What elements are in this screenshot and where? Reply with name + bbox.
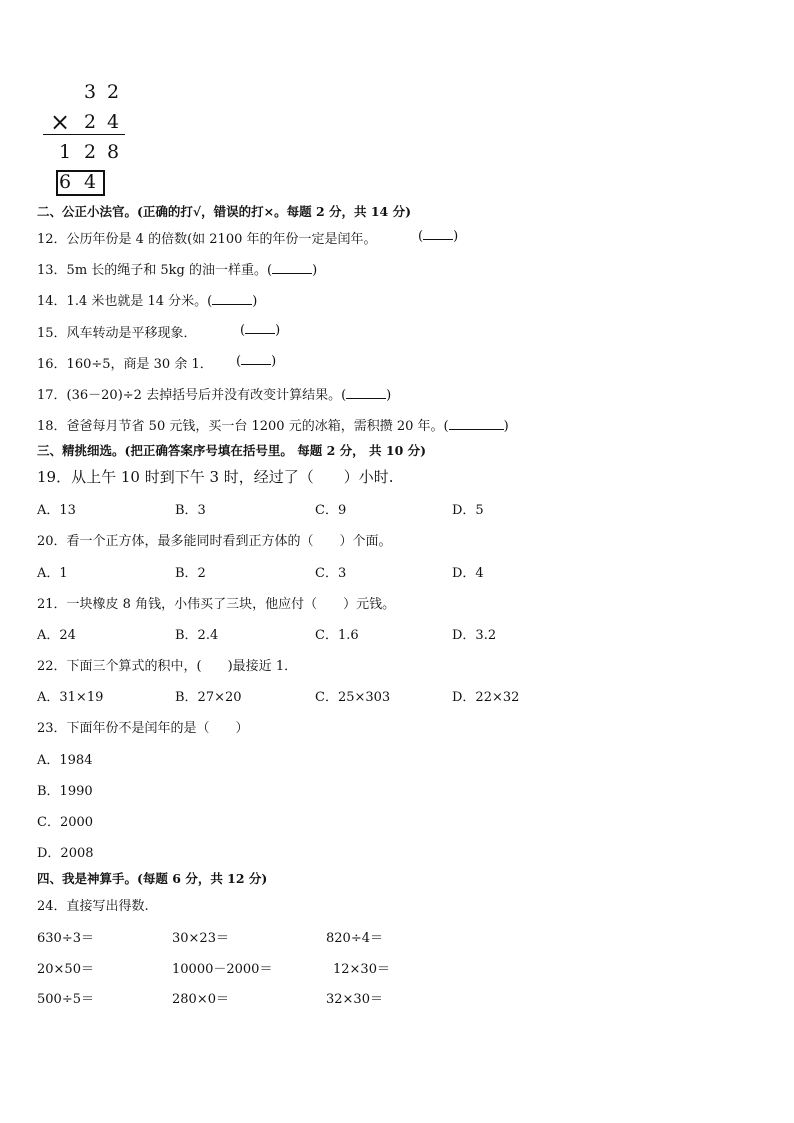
mental-math-item: 630÷3＝ [37, 931, 94, 946]
choice-question: 20．看一个正方体，最多能同时看到正方体的（ ）个面。 [37, 534, 392, 549]
digit: 3 [84, 81, 97, 103]
digit: 8 [107, 141, 120, 163]
option-a[interactable]: A．13 [37, 503, 76, 518]
digit: 2 [84, 141, 97, 163]
judge-item [37, 290, 257, 309]
question-text: 16．160÷5，商是 30 余 1． [37, 357, 213, 372]
digit: 1 [59, 141, 72, 163]
option-b[interactable]: B．27×20 [175, 690, 242, 705]
digit: 6 [59, 171, 72, 193]
answer-blank[interactable]: ( ) [341, 388, 392, 403]
option-d[interactable]: D．3.2 [452, 628, 497, 643]
option-d[interactable]: D．4 [452, 566, 484, 581]
option-c[interactable]: C．25×303 [315, 690, 391, 705]
option-b[interactable]: B．1990 [37, 784, 93, 799]
option-c[interactable]: C．2000 [37, 815, 94, 830]
vertical-multiplication [40, 78, 150, 198]
choice-question: 21．一块橡皮 8 角钱，小伟买了三块，他应付（ ）元钱。 [37, 597, 396, 612]
answer-blank[interactable]: ( ) [240, 323, 281, 338]
option-b[interactable]: B．3 [175, 503, 206, 518]
mental-math-item: 32×30＝ [326, 992, 383, 1007]
answer-blank[interactable]: ( ) [236, 354, 277, 369]
multiply-sign: × [50, 108, 71, 136]
option-d[interactable]: D．22×32 [452, 690, 520, 705]
mental-math-item: 500÷5＝ [37, 992, 94, 1007]
digit: 4 [84, 171, 97, 193]
section-heading: 三、精挑细选。(把正确答案序号填在括号里。 每题 2 分， 共 10 分) [37, 443, 427, 458]
question-text: 13．5m 长的绳子和 5kg 的油一样重。 [37, 263, 268, 278]
mental-math-item: 10000－2000＝ [172, 962, 273, 977]
product-line [43, 134, 125, 135]
question-text: 17．(36－20)÷2 去掉括号后并没有改变计算结果。 [37, 388, 342, 403]
option-c[interactable]: C．3 [315, 566, 347, 581]
section-heading: 四、我是神算手。(每题 6 分，共 12 分) [37, 871, 268, 886]
option-c[interactable]: C．9 [315, 503, 347, 518]
option-a[interactable]: A．24 [37, 628, 76, 643]
judge-item [37, 384, 391, 403]
judge-item [37, 353, 213, 372]
choice-question: 22．下面三个算式的积中，( )最接近 1． [37, 659, 298, 674]
option-b[interactable]: B．2 [175, 566, 206, 581]
judge-item [37, 322, 197, 341]
question-text: 15．风车转动是平移现象． [37, 326, 197, 341]
digit: 2 [107, 81, 120, 103]
question-text: 18．爸爸每月节省 50 元钱，买一台 1200 元的冰箱，需积攒 20 年。 [37, 419, 444, 434]
mental-math-item: 820÷4＝ [326, 931, 383, 946]
mental-math-item: 20×50＝ [37, 962, 94, 977]
option-a[interactable]: A．1984 [37, 753, 93, 768]
option-b[interactable]: B．2.4 [175, 628, 219, 643]
digit: 4 [107, 111, 120, 133]
choice-question: 19．从上午 10 时到下午 3 时，经过了（ ）小时. [37, 468, 394, 486]
option-d[interactable]: D．2008 [37, 846, 94, 861]
judge-item [37, 415, 509, 434]
answer-blank[interactable]: ( ) [443, 419, 509, 434]
mental-math-item: 30×23＝ [172, 931, 229, 946]
option-a[interactable]: A．1 [37, 566, 68, 581]
choice-question: 23．下面年份不是闰年的是（ ） [37, 721, 249, 736]
option-d[interactable]: D．5 [452, 503, 484, 518]
answer-blank[interactable]: ( ) [267, 263, 318, 278]
mental-math-item: 12×30＝ [333, 962, 390, 977]
judge-item [37, 259, 317, 278]
answer-blank[interactable]: ( ) [207, 294, 258, 309]
digit: 2 [84, 111, 97, 133]
answer-blank[interactable]: ( ) [418, 229, 459, 244]
mental-math-item: 280×0＝ [172, 992, 229, 1007]
question-title: 24．直接写出得数. [37, 899, 149, 914]
judge-item [37, 228, 377, 247]
section-heading: 二、公正小法官。(正确的打√，错误的打×。每题 2 分，共 14 分) [37, 204, 412, 219]
option-a[interactable]: A．31×19 [37, 690, 104, 705]
option-c[interactable]: C．1.6 [315, 628, 359, 643]
question-text: 14．1.4 米也就是 14 分米。 [37, 294, 208, 309]
question-text: 12．公历年份是 4 的倍数(如 2100 年的年份一定是闰年。 [37, 232, 377, 247]
